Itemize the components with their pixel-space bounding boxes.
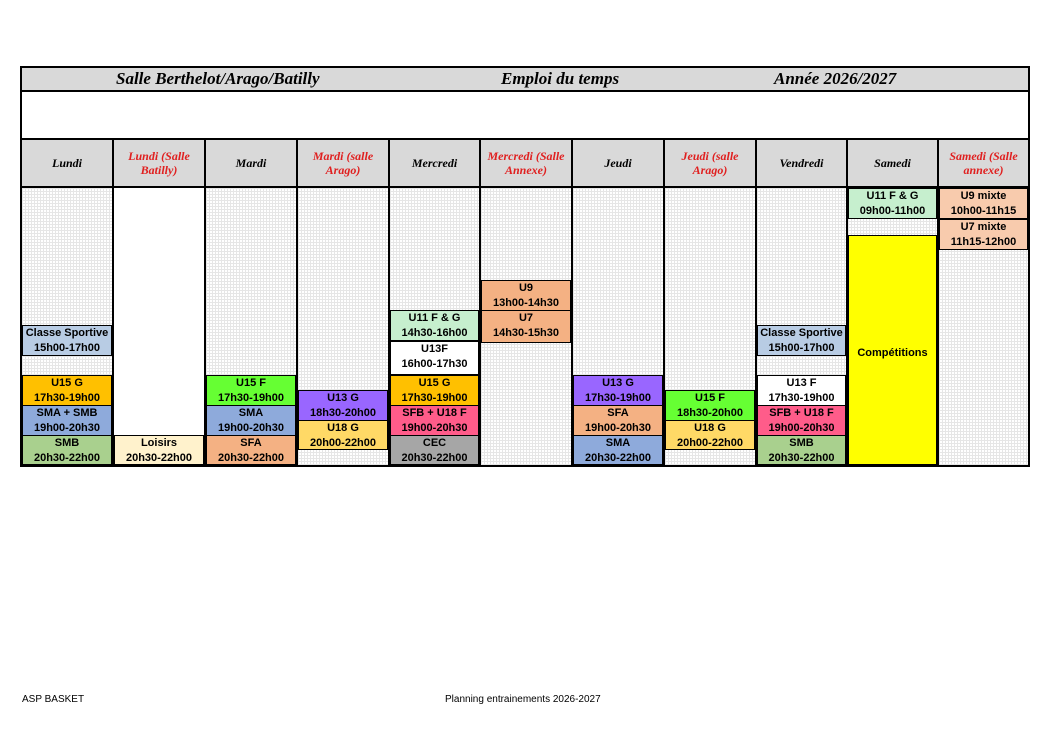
session-time: 20h00-22h00 xyxy=(309,437,377,449)
session-name: SMA xyxy=(605,437,631,449)
day-header-9: Samedi xyxy=(848,140,939,186)
session-time: 20h30-22h00 xyxy=(125,452,193,464)
session-block xyxy=(114,435,204,465)
session-time: 15h00-17h00 xyxy=(33,342,101,354)
session-time: 17h30-19h00 xyxy=(217,392,285,404)
session-block xyxy=(665,390,755,421)
session-block xyxy=(573,435,663,465)
session-time: 17h30-19h00 xyxy=(33,392,101,404)
session-time: 16h00-17h30 xyxy=(401,358,468,370)
document-title: Emploi du temps xyxy=(501,69,620,88)
session-time: 20h00-22h00 xyxy=(676,437,744,449)
session-block xyxy=(573,405,663,436)
session-time: 15h00-17h00 xyxy=(768,342,835,354)
session-name: U13F xyxy=(421,343,448,355)
session-name: SMA xyxy=(238,407,264,419)
session-block xyxy=(481,280,571,311)
session-time: 19h00-20h30 xyxy=(217,422,285,434)
session-block xyxy=(848,188,937,219)
session-time: 20h30-22h00 xyxy=(33,452,101,464)
session-block xyxy=(298,420,388,450)
session-time: 10h00-11h15 xyxy=(950,205,1017,217)
session-block xyxy=(390,310,479,341)
session-name: Classe Sportive xyxy=(25,327,109,339)
session-name: SFB + U18 F xyxy=(402,407,467,419)
session-name: SMB xyxy=(789,437,814,449)
session-block xyxy=(573,375,663,406)
session-block xyxy=(206,435,296,465)
day-column-10 xyxy=(939,188,1028,465)
session-name: U7 mixte xyxy=(960,221,1007,233)
day-header-1: Lundi (Salle Batilly) xyxy=(114,140,206,186)
day-column-1 xyxy=(114,188,206,465)
day-header-6: Jeudi xyxy=(573,140,665,186)
session-time: 20h30-22h00 xyxy=(768,452,835,464)
session-name: U15 F xyxy=(236,377,266,389)
timetable-grid xyxy=(22,188,1028,465)
session-name: Loisirs xyxy=(140,437,178,449)
session-name: U13 F xyxy=(786,377,817,389)
session-name: CEC xyxy=(422,437,447,449)
session-block xyxy=(939,188,1028,219)
session-time: 19h00-20h30 xyxy=(33,422,101,434)
session-time: 09h00-11h00 xyxy=(859,205,926,217)
session-name: SFA xyxy=(607,407,629,419)
day-column-7 xyxy=(665,188,757,465)
blank-row xyxy=(22,92,1028,140)
session-block xyxy=(757,375,846,406)
session-block xyxy=(298,390,388,421)
session-time: 18h30-20h00 xyxy=(676,407,744,419)
session-block xyxy=(206,375,296,406)
session-block xyxy=(206,405,296,436)
day-header-8: Vendredi xyxy=(757,140,848,186)
day-column-8 xyxy=(757,188,848,465)
day-header-0: Lundi xyxy=(22,140,114,186)
session-name: U18 G xyxy=(327,422,359,434)
session-time: 20h30-22h00 xyxy=(217,452,285,464)
session-block xyxy=(390,435,479,465)
session-time: 17h30-19h00 xyxy=(401,392,468,404)
session-name: U13 G xyxy=(602,377,634,389)
session-time: 11h15-12h00 xyxy=(950,236,1017,248)
session-time: 20h30-22h00 xyxy=(401,452,468,464)
day-header-3: Mardi (salle Arago) xyxy=(298,140,390,186)
session-block xyxy=(757,435,846,465)
session-block xyxy=(390,375,479,406)
session-block xyxy=(22,435,112,465)
footer-club: ASP BASKET xyxy=(22,694,85,705)
session-time: 17h30-19h00 xyxy=(768,392,835,404)
session-time: 14h30-16h00 xyxy=(401,327,468,339)
day-column-9 xyxy=(848,188,939,465)
day-header-7: Jeudi (salle Arago) xyxy=(665,140,757,186)
session-time: 13h00-14h30 xyxy=(492,297,560,309)
session-name: SFA xyxy=(240,437,262,449)
session-block xyxy=(848,235,937,465)
title-bar xyxy=(22,68,1028,92)
day-header-10: Samedi (Salle annexe) xyxy=(949,149,1018,177)
session-block xyxy=(22,325,112,356)
session-time: 19h00-20h30 xyxy=(401,422,468,434)
session-time: 19h00-20h30 xyxy=(584,422,652,434)
session-block xyxy=(22,375,112,406)
session-block xyxy=(481,310,571,343)
session-name: Compétitions xyxy=(857,347,928,359)
session-name: U11 F & G xyxy=(408,312,461,324)
session-block xyxy=(22,405,112,436)
session-name: U15 F xyxy=(695,392,725,404)
session-name: U18 G xyxy=(694,422,726,434)
session-name: U13 G xyxy=(327,392,359,404)
day-column-3 xyxy=(298,188,390,465)
day-column-2 xyxy=(206,188,298,465)
day-header-4: Mercredi xyxy=(390,140,481,186)
schedule-sheet xyxy=(20,66,1030,467)
day-header-2: Mardi xyxy=(206,140,298,186)
session-block xyxy=(939,219,1028,250)
session-block xyxy=(390,341,479,375)
session-name: Classe Sportive xyxy=(760,327,843,339)
day-header-row xyxy=(22,140,1028,188)
session-name: SFB + U18 F xyxy=(769,407,834,419)
session-block xyxy=(757,325,846,356)
session-time: 18h30-20h00 xyxy=(309,407,377,419)
session-name: U9 xyxy=(518,282,534,294)
day-column-4 xyxy=(390,188,481,465)
session-name: U15 G xyxy=(51,377,83,389)
session-name: SMB xyxy=(54,437,80,449)
session-time: 20h30-22h00 xyxy=(584,452,652,464)
year-title: Année 2026/2027 xyxy=(774,69,897,88)
session-time: 14h30-15h30 xyxy=(492,327,560,339)
day-column-5 xyxy=(481,188,573,465)
session-time: 17h30-19h00 xyxy=(584,392,652,404)
session-name: U15 G xyxy=(418,377,451,389)
venue-title: Salle Berthelot/Arago/Batilly xyxy=(116,69,320,88)
session-name: U11 F & G xyxy=(866,190,919,202)
day-column-0 xyxy=(22,188,114,465)
session-name: SMA + SMB xyxy=(36,407,98,419)
session-name: U9 mixte xyxy=(960,190,1007,202)
day-header-5: Mercredi (Salle Annexe) xyxy=(481,140,573,186)
session-time: 19h00-20h30 xyxy=(768,422,835,434)
session-block xyxy=(665,420,755,450)
session-name: U7 xyxy=(518,312,534,324)
footer-caption: Planning entrainements 2026-2027 xyxy=(445,694,601,705)
day-column-6 xyxy=(573,188,665,465)
session-block xyxy=(390,405,479,436)
session-block xyxy=(757,405,846,436)
